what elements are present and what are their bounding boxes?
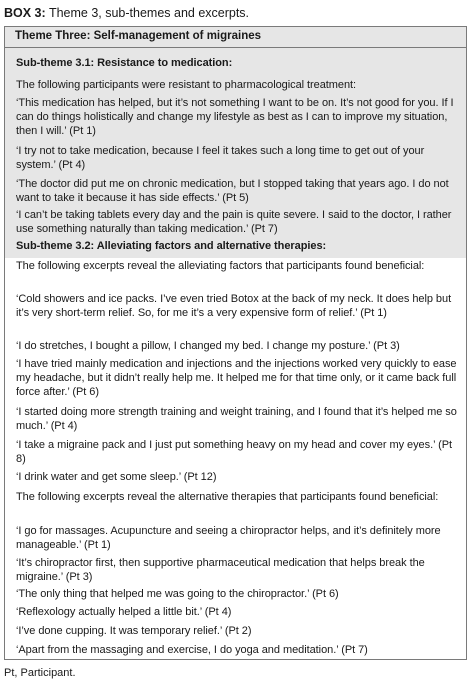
excerpt-3-1-2: ‘I try not to take medication, because I feel it takes such a long time to get out of your system.’ (Pt 4) [16, 145, 425, 172]
box-title [4, 6, 249, 21]
alleviating-excerpt-2: ‘I do stretches, I bought a pillow, I changed my bed. I change my posture.’ (Pt 3) [16, 340, 400, 352]
alternative-excerpt-5: ‘I’ve done cupping. It was temporary relief.’ (Pt 2) [16, 625, 252, 637]
box-label: BOX 3: [4, 6, 46, 20]
alleviating-excerpt-5: ‘I take a migraine pack and I just put something heavy on my head and cover my eyes.’ (Pt 8) [16, 439, 452, 466]
footnote: Pt, Participant. [4, 667, 76, 679]
alternative-excerpt-2: ‘It’s chiropractor first, then supportive pharmaceutical medication that helps break the migraine.’ (Pt 3) [16, 557, 425, 584]
alleviating-excerpt-6: ‘I drink water and get some sleep.’ (Pt 12) [16, 471, 217, 483]
alternative-excerpt-4: ‘Reflexology actually helped a little bit.’ (Pt 4) [16, 606, 232, 618]
subtheme-2-intro-alleviating: The following excerpts reveal the alleviating factors that participants found beneficial: [16, 260, 425, 272]
alternative-excerpt-6: ‘Apart from the massaging and exercise, I do yoga and meditation.’ (Pt 7) [16, 644, 368, 656]
excerpt-3-1-4: ‘I can’t be taking tablets every day and the pain is quite severe. I said to the doctor, I rather use something naturally than taking medication.’ (Pt 7) [16, 209, 452, 236]
subtheme-2-heading: Sub-theme 3.2: Alleviating factors and alternative therapies: [16, 240, 327, 252]
alleviating-excerpt-4: ‘I started doing more strength training and weight training, and I found that it’s helped me so much.’ (Pt 4) [16, 406, 457, 433]
subtheme-1-intro: The following participants were resistant to pharmacological treatment: [16, 79, 357, 91]
excerpt-3-1-1: ‘This medication has helped, but it’s not something I want to be on. It’s not good for you. If I can do things holistically and change my lifestyle as best as I can to improve my situation, then I will.’ (Pt 1) [16, 97, 454, 138]
theme-heading: Theme Three: Self-management of migraines [5, 27, 466, 48]
alternative-excerpt-1: ‘I go for massages. Acupuncture and seeing a chiropractor helps, and it’s definitely more manageable.’ (Pt 1) [16, 525, 441, 552]
box-title-text: Theme 3, sub-themes and excerpts. [48, 6, 250, 20]
subtheme-1-heading: Sub-theme 3.1: Resistance to medication: [16, 57, 233, 69]
alleviating-excerpt-1: ‘Cold showers and ice packs. I’ve even tried Botox at the back of my neck. It does help but it’s very short-term relief. So, for me it’s a very expensive form of relief.’ (Pt 1) [16, 293, 452, 320]
theme-box [4, 26, 467, 660]
alternative-excerpt-3: ‘The only thing that helped me was going to the chiropractor.’ (Pt 6) [16, 588, 339, 600]
subtheme-2-intro-alternative: The following excerpts reveal the alternative therapies that participants found beneficial: [16, 491, 439, 503]
alleviating-excerpt-3: ‘I have tried mainly medication and injections and the injections worked very quickly to ease my headache, but it didn’t really help me. It helped me for that time only, or it came back full force after.’ (Pt 6) [16, 358, 457, 399]
excerpt-3-1-3: ‘The doctor did put me on chronic medication, but I stopped taking that years ago. I do not want to take it because it has side effects.’ (Pt 5) [16, 178, 449, 205]
